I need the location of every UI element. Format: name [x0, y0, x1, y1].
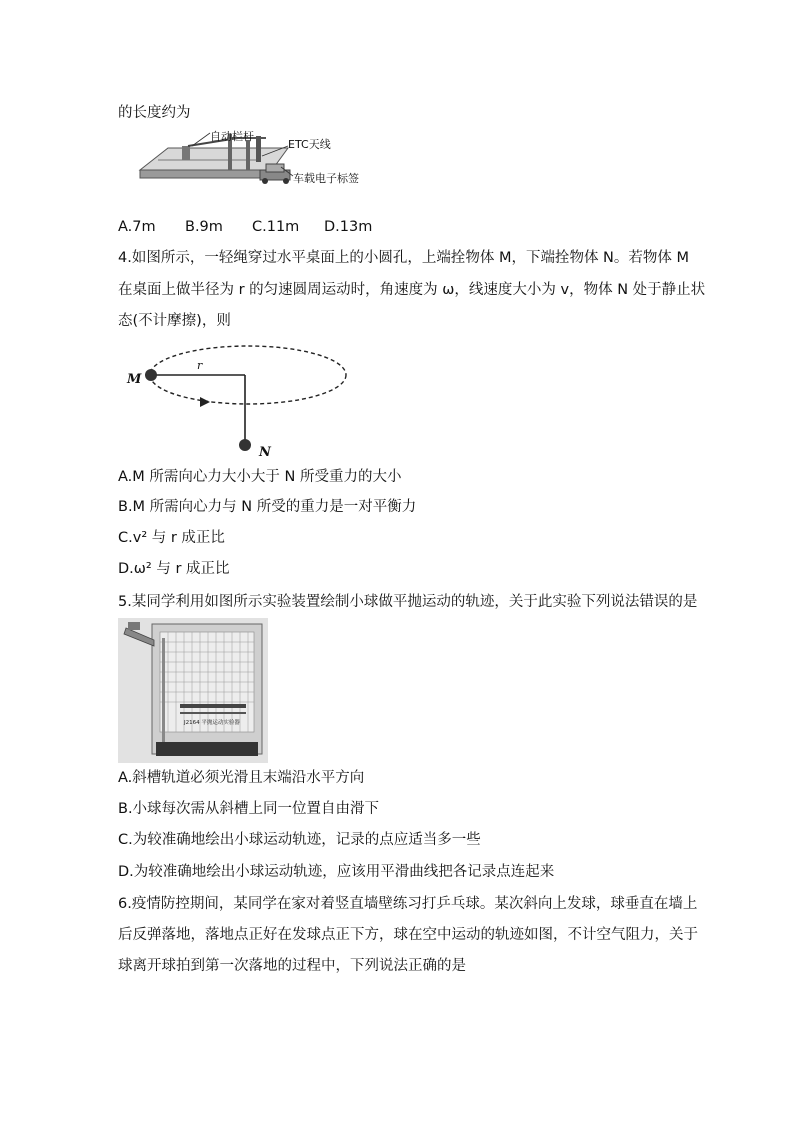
antenna-label: ETC天线 [288, 138, 331, 151]
q6-stem-line-1: 6.疫情防控期间，某同学在家对着竖直墙壁练习打乒乓球。某次斜向上发球，球垂直在墙上 [118, 896, 698, 912]
q5-option-a: A.斜槽轨道必须光滑且末端沿水平方向 [118, 770, 365, 786]
r-label: r [197, 359, 203, 372]
q3-option-b: B.9m [185, 219, 223, 235]
q5-option-b: B.小球每次需从斜槽上同一位置自由滑下 [118, 801, 380, 817]
etc-figure [138, 126, 378, 196]
q4-stem-line-1: 4.如图所示，一轻绳穿过水平桌面上的小圆孔，上端拴物体 M，下端拴物体 N。若物体 M [118, 250, 690, 266]
q6-stem-line-3: 球离开球拍到第一次落地的过程中，下列说法正确的是 [118, 958, 466, 974]
apparatus-plate-label: J2164 平抛运动实验器 [184, 720, 240, 726]
q5-stem: 5.某同学利用如图所示实验装置绘制小球做平抛运动的轨迹，关于此实验下列说法错误的是 [118, 594, 698, 610]
m-label: M [127, 372, 142, 387]
projectile-apparatus-figure [118, 618, 268, 763]
circular-motion-figure [118, 345, 368, 460]
q6-stem-line-2: 后反弹落地，落地点正好在发球点正下方，球在空中运动的轨迹如图，不计空气阻力，关于 [118, 927, 698, 943]
n-label: N [259, 445, 271, 460]
q3-option-c: C.11m [252, 219, 300, 235]
q5-option-c: C.为较准确地绘出小球运动轨迹，记录的点应适当多一些 [118, 832, 481, 848]
q4-stem-line-3: 态(不计摩擦)，则 [118, 313, 231, 329]
q4-option-b: B.M 所需向心力与 N 所受的重力是一对平衡力 [118, 499, 417, 515]
q4-option-d: D.ω² 与 r 成正比 [118, 561, 230, 577]
tag-label: 车载电子标签 [293, 172, 359, 185]
barrier-label: 自动栏杆 [210, 130, 254, 143]
q4-stem-line-2: 在桌面上做半径为 r 的匀速圆周运动时，角速度为 ω，线速度大小为 v，物体 N 处于静止状 [118, 282, 706, 298]
q4-option-a: A.M 所需向心力大小大于 N 所受重力的大小 [118, 469, 402, 485]
q5-option-d: D.为较准确地绘出小球运动轨迹，应该用平滑曲线把各记录点连起来 [118, 864, 555, 880]
q3-option-d: D.13m [324, 219, 373, 235]
q3-stem-tail: 的长度约为 [118, 105, 191, 121]
q3-options [118, 217, 372, 237]
q3-option-a: A.7m [118, 219, 156, 235]
q4-option-c: C.v² 与 r 成正比 [118, 530, 225, 546]
